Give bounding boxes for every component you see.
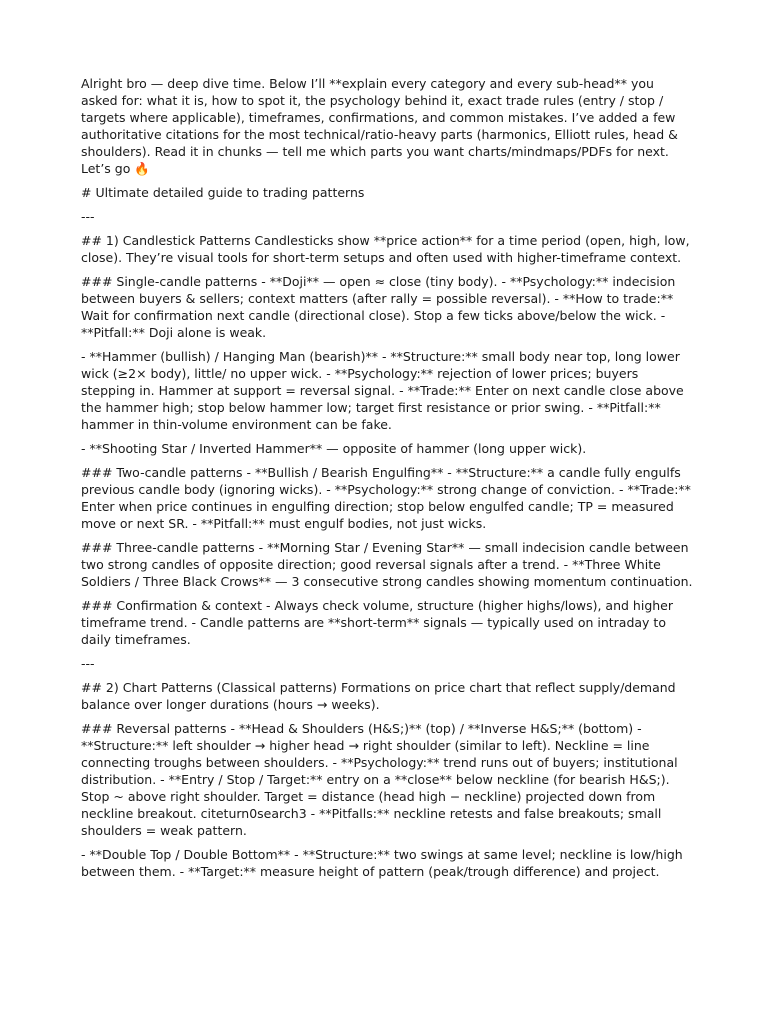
document-body xyxy=(81,75,693,887)
intro-paragraph: Alright bro — deep dive time. Below I’ll **explain every category and every sub-head** you asked for: what it is, how to spot it, the psychology behind it, exact trade rules (entry / stop / targets where applicable), timeframes, confirmations, and common mistakes. I’ve added a few authoritative citations for the most technical/ratio-heavy parts (harmonics, Elliott rules, head & shoulders). Read it in chunks — tell me which parts you want charts/mindmaps/PDFs for next. Let’s go 🔥 xyxy=(81,76,678,176)
single-candle-paragraph: ### Single-candle patterns - **Doji** — open ≈ close (tiny body). - **Psychology:** indecision between buyers & sellers; context matters (after rally = possible reversal). - **How to trade:** Wait for confirmation next candle (directional close). Stop a few ticks above/below the wick. - **Pitfall:** Doji alone is weak. xyxy=(81,274,676,340)
section-chart-patterns-heading: ## 2) Chart Patterns (Classical patterns) Formations on price chart that reflect supply/demand balance over longer durations (hours → weeks). xyxy=(81,680,676,712)
hammer-paragraph: - **Hammer (bullish) / Hanging Man (bearish)** - **Structure:** small body near top, long lower wick (≥2× body), little/ no upper wick. - **Psychology:** rejection of lower prices; buyers stepping in. Hammer at support = reversal signal. - **Trade:** Enter on next candle close above the hammer high; stop below hammer low; target first resistance or prior swing. - **Pitfall:** hammer in thin-volume environment can be fake. xyxy=(81,349,684,432)
double-top-paragraph: - **Double Top / Double Bottom** - **Structure:** two swings at same level; neckline is low/high between them. - **Target:** measure height of pattern (peak/trough difference) and project. xyxy=(81,847,683,879)
confirmation-paragraph: ### Confirmation & context - Always check volume, structure (higher highs/lows), and higher timeframe trend. - Candle patterns are **short-term** signals — typically used on intraday to daily timeframes. xyxy=(81,598,674,647)
separator-line: --- xyxy=(81,209,95,224)
section-candlestick-heading: ## 1) Candlestick Patterns Candlesticks show **price action** for a time period (open, high, low, close). They’re visual tools for short-term setups and often used with higher-timeframe context. xyxy=(81,233,690,265)
separator-line: --- xyxy=(81,656,95,671)
reversal-patterns-paragraph: ### Reversal patterns - **Head & Shoulders (H&S;)** (top) / **Inverse H&S;** (bottom) - **Structure:** left shoulder → higher head → right shoulder (similar to left). Neckline = line connecting troughs between shoulders. - **Psychology:** trend runs out of buyers; institutional distribution. - **Entry / Stop / Target:** entry on a **close** below neckline (for bearish H&S;). Stop ~ above right shoulder. Target = distance (head high − neckline) projected down from neckline breakout. citeturn0search3 - **Pitfalls:** neckline retests and false breakouts; small shoulders = weak pattern. xyxy=(81,721,678,838)
three-candle-paragraph: ### Three-candle patterns - **Morning Star / Evening Star** — small indecision candle between two strong candles of opposite direction; good reversal signals after a trend. - **Three White Soldiers / Three Black Crows** — 3 consecutive strong candles showing momentum continuation. xyxy=(81,540,693,589)
two-candle-paragraph: ### Two-candle patterns - **Bullish / Bearish Engulfing** - **Structure:** a candle fully engulfs previous candle body (ignoring wicks). - **Psychology:** strong change of conviction. - **Trade:** Enter when price continues in engulfing direction; stop below engulfed candle; TP = measured move or next SR. - **Pitfall:** must engulf bodies, not just wicks. xyxy=(81,465,691,531)
guide-title-line: # Ultimate detailed guide to trading patterns xyxy=(81,185,365,200)
shooting-star-paragraph: - **Shooting Star / Inverted Hammer** — opposite of hammer (long upper wick). xyxy=(81,441,587,456)
